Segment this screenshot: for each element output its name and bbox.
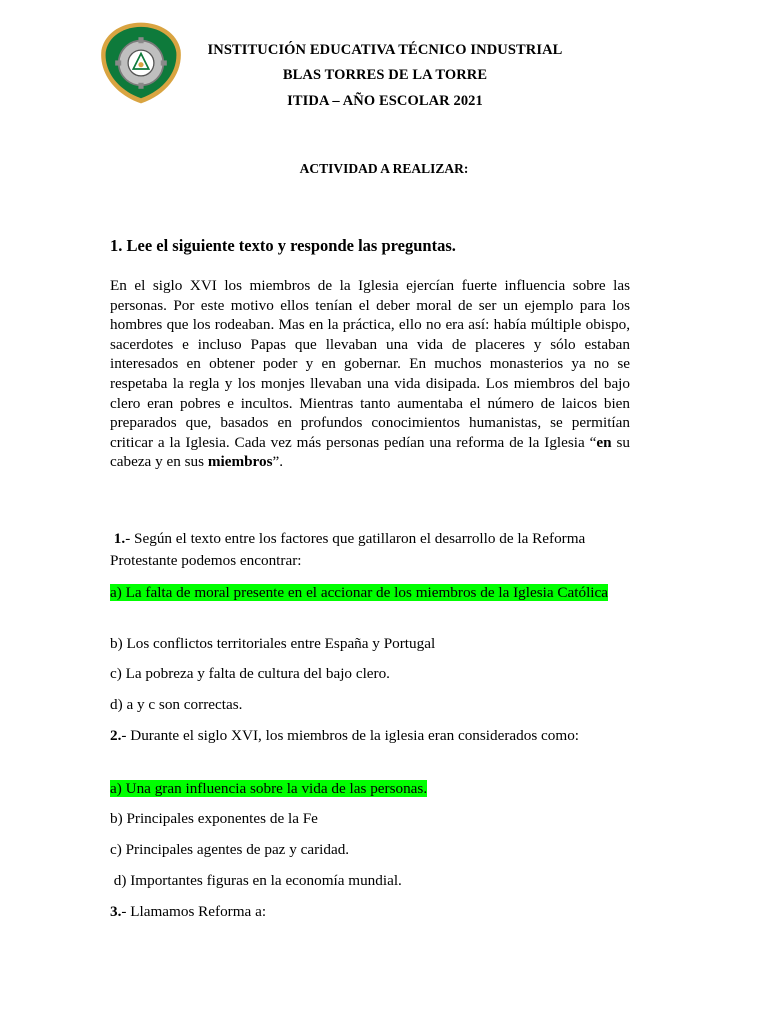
reading-bold-en: en (596, 433, 612, 451)
reading-text-end: ”. (272, 453, 284, 471)
question-3-number: 3. (110, 903, 122, 920)
question-1-option-d: d) a y c son correctas. (110, 696, 243, 713)
question-3-text: - Llamamos Reforma a: (121, 903, 267, 920)
school-name-line1: INSTITUCIÓN EDUCATIVA TÉCNICO INDUSTRIAL (207, 42, 563, 58)
question-1-option-a-text: a) La falta de moral presente en el accionar de los miembros de la Iglesia Católica (110, 584, 609, 601)
school-name-line2: BLAS TORRES DE LA TORRE (282, 67, 488, 83)
question-1-option-c: c) La pobreza y falta de cultura del bajo clero. (110, 665, 390, 682)
question-1-number: 1. (113, 530, 126, 547)
question-2-option-a-text: a) Una gran influencia sobre la vida de las personas. (110, 780, 428, 797)
question-1 (110, 528, 650, 572)
question-1-text: - Según el texto entre los factores que gatillaron el desarrollo de la Reforma Protestante podemos encontrar: (110, 530, 586, 569)
question-2-option-a (110, 778, 650, 800)
question-2-option-c: c) Principales agentes de paz y caridad. (110, 841, 350, 858)
reading-paragraph (110, 276, 630, 472)
section-heading: 1. Lee el siguiente texto y responde las preguntas. (110, 236, 456, 255)
question-2-option-b: b) Principales exponentes de la Fe (110, 810, 318, 827)
question-3 (110, 901, 650, 923)
activity-title: ACTIVIDAD A REALIZAR: (299, 161, 469, 176)
question-2-text: - Durante el siglo XVI, los miembros de la iglesia eran considerados como: (121, 727, 580, 744)
question-2 (110, 725, 650, 747)
question-1-option-b: b) Los conflictos territoriales entre España y Portugal (110, 635, 436, 652)
question-1-option-a (110, 582, 650, 604)
question-2-option-d (110, 870, 650, 892)
school-year-line: ITIDA – AÑO ESCOLAR 2021 (287, 93, 483, 109)
question-2-option-d-text: d) Importantes figuras en la economía mundial. (113, 872, 402, 889)
reading-text-before: En el siglo XVI los miembros de la Iglesia ejercían fuerte influencia sobre las personas. Por este motivo ellos tenían el deber moral de ser un ejemplo para los hombres que los rodeaban. Mas en la práctica, ello no era así: había múltiple obispo, sacerdotes e incluso Papas que llevaban una vida de placeres y sólo estaban interesados en obtener poder y en gobernar. En muchos monasterios ya no se respetaba la regla y los monjes llevaban una vida disipada. Los miembros del bajo clero eran pobres e incultos. Mientras tanto aumentaba el número de laicos bien preparados que, basados en profundos conocimientos humanistas, se permitían criticar a la Iglesia. Cada vez más personas pedían una reforma de la Iglesia “ (110, 277, 630, 451)
reading-text-mid: su cabeza y en sus (110, 433, 630, 471)
question-2-number: 2. (110, 727, 122, 744)
reading-bold-miembros: miembros (207, 453, 273, 471)
